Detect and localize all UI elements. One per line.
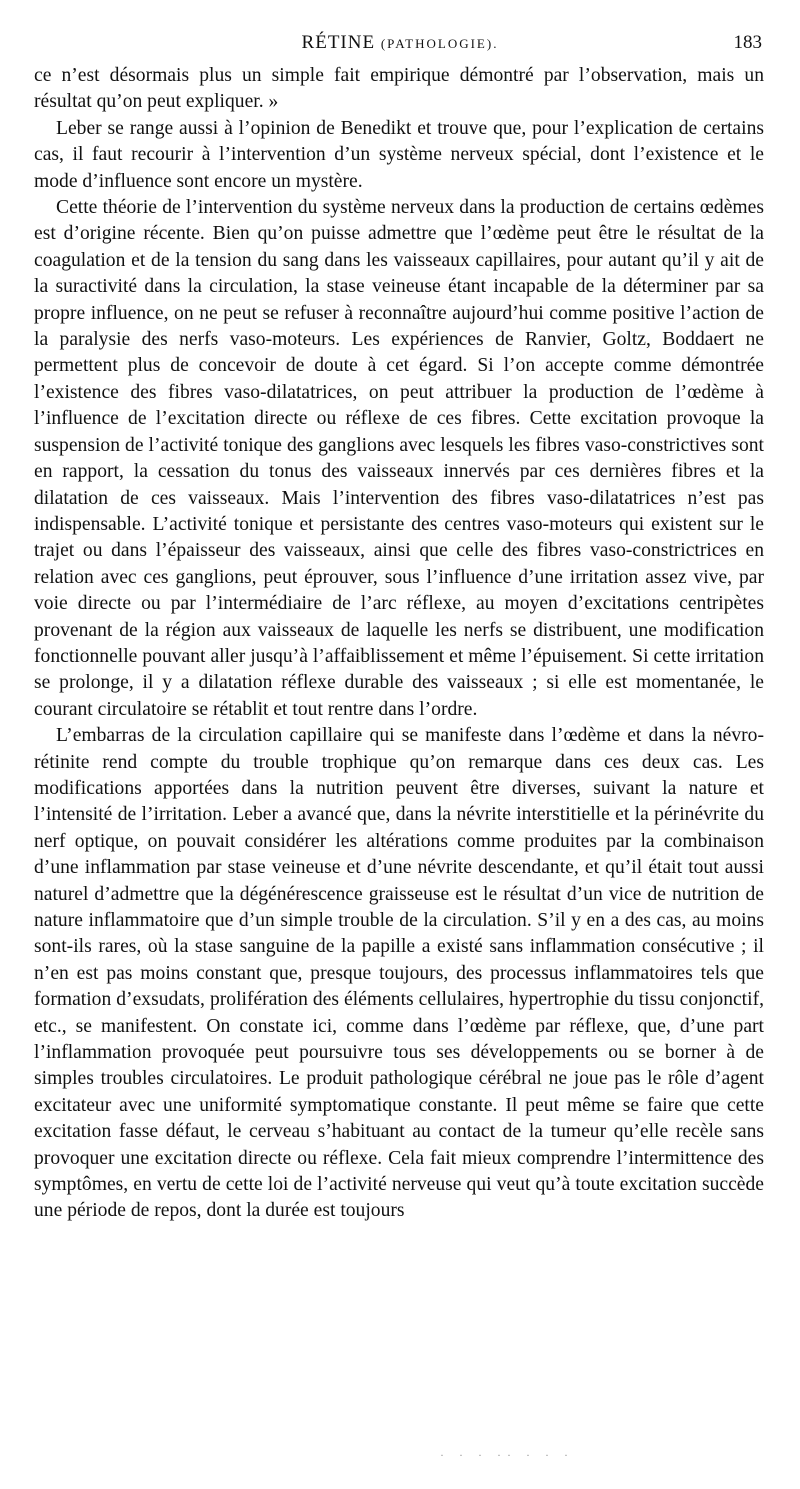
page-number: 183 (733, 32, 762, 53)
running-title (0, 32, 800, 54)
paragraph-4: L’embarras de la circulation capillaire qui se manifeste dans l’œdème et dans la névro-rétinite rend compte du trouble trophique qu’on remarque dans ces deux cas. Les modifications apportées dans la nutrition peuvent être diverses, suivant la nature et l’intensité de l’irritation. Leber a avancé que, dans la névrite interstitielle et la périnévrite du nerf optique, on pouvait considérer les altérations comme produites par la combinaison d’une inflammation par stase veineuse et d’une névrite descendante, et qu’il était tout aussi naturel d’admettre que la dégénérescence graisseuse est le résultat d’un vice de nutrition de nature inflammatoire que d’un simple trouble de la circulation. S’il y en a des cas, au moins sont-ils rares, où la stase sanguine de la papille a existé sans inflammation consécutive ; il n’en est pas moins constant que, presque toujours, des processus inflammatoires tels que formation d’exsudats, prolifération des éléments cellulaires, hypertrophie du tissu conjonctif, etc., se manifestent. On constate ici, comme dans l’œdème par réflexe, que, d’une part l’inflammation provoquée peut poursuivre tous ses développements ou se borner à de simples troubles circulatoires. Le produit pathologique cérébral ne joue pas le rôle d’agent excitateur avec une uniformité symptomatique constante. Il peut même se faire que cette excitation fasse défaut, le cerveau s’habituant au contact de la tumeur qu’elle recèle sans provoquer une excitation directe ou réflexe. Cela fait mieux comprendre l’intermittence des symptômes, en vertu de cette loi de l’activité nerveuse qui veut qu’à toute excitation succède une période de repos, dont la durée est toujours (34, 725, 764, 1222)
running-title-main: RÉTINE (301, 32, 376, 53)
paragraph-1: ce n’est désormais plus un simple fait empirique démontré par l’observation, mais un résultat qu’on peut expliquer. » (34, 65, 764, 113)
running-title-sub: (PATHOLOGIE). (380, 36, 499, 51)
paragraph-3: Cette théorie de l’intervention du système nerveux dans la production de certains œdèmes est d’origine récente. Bien qu’on puisse admettre que l’œdème peut être le résultat de la coagulation et de la tension du sang dans les vaisseaux capillaires, pour autant qu’il y ait de la suractivité dans la circulation, la stase veineuse étant incapable de la déterminer par sa propre influence, on ne peut se refuser à reconnaître aujourd’hui comme positive l’action de la paralysie des nerfs vaso-moteurs. Les expériences de Ranvier, Goltz, Boddaert ne permettent plus de concevoir de doute à cet égard. Si l’on accepte comme démontrée l’existence des fibres vaso-dilatatrices, on peut attribuer la production de l’œdème à l’influence de l’excitation directe ou réflexe de ces fibres. Cette excitation provoque la suspension de l’activité tonique des ganglions avec lesquels les fibres vaso-constrictives sont en rapport, la cessation du tonus des vaisseaux innervés par ces dernières fibres et la dilatation de ces vaisseaux. Mais l’intervention des fibres vaso-dilatatrices n’est pas indispensable. L’activité tonique et persistante des centres vaso-moteurs qui existent sur le trajet ou dans l’épaisseur des vaisseaux, ainsi que celle des fibres vaso-constrictrices en relation avec ces ganglions, peut éprouver, sous l’influence d’une irritation assez vive, par voie directe ou par l’intermédiaire de l’arc réflexe, au moyen d’excitations centripètes provenant de la région aux vaisseaux de laquelle les nerfs se distribuent, une modification fonctionnelle pouvant aller jusqu’à l’affaiblissement et même l’épuisement. Si cette irritation se prolonge, il y a dilatation réflexe durable des vaisseaux ; si elle est momentanée, le courant circulatoire se rétablit et tout rentre dans l’ordre. (34, 197, 764, 720)
paragraph-2: Leber se range aussi à l’opinion de Benedikt et trouve que, pour l’explication de certains cas, il faut recourir à l’intervention d’un système nerveux spécial, dont l’existence et le mode d’influence sont encore un mystère. (34, 117, 764, 192)
running-header (0, 32, 800, 56)
body-text (34, 63, 764, 1225)
footer-dots: · · · ·· · · · (440, 1448, 574, 1462)
